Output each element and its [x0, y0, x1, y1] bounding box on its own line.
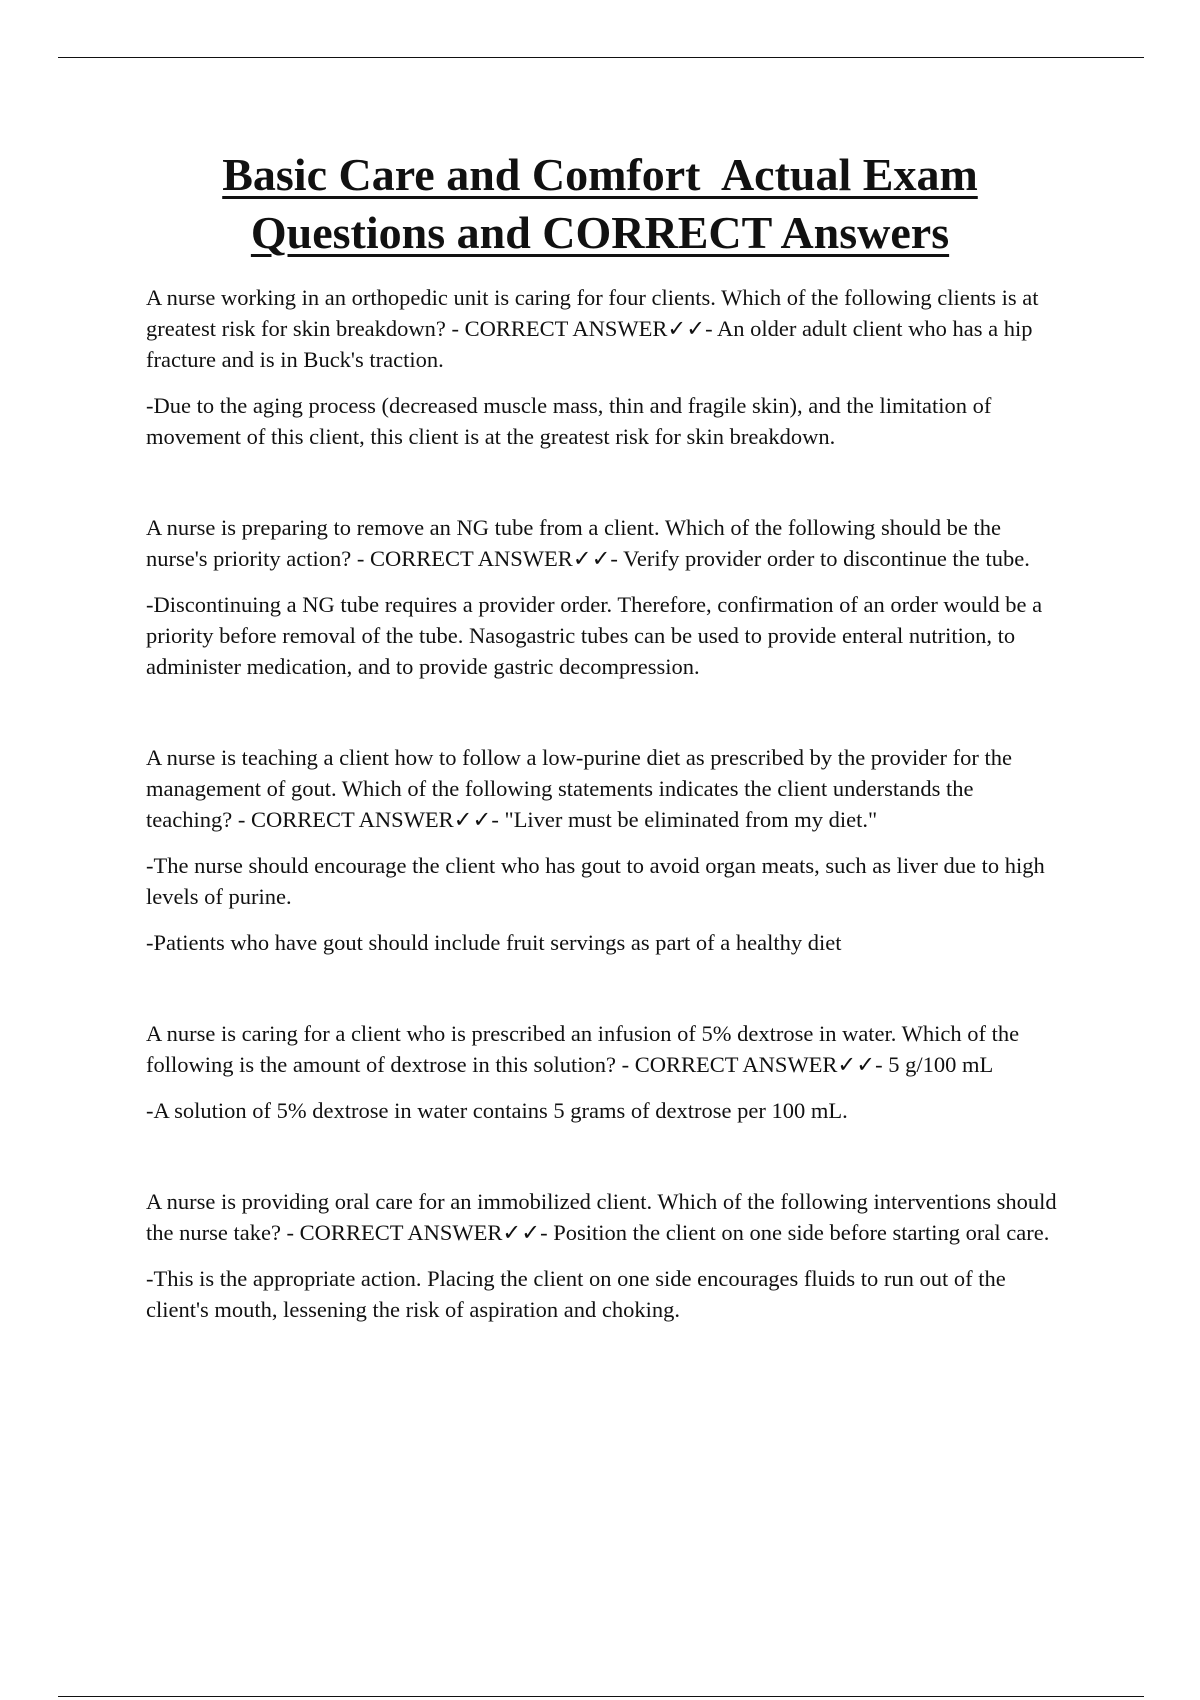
title-line-2: Questions and CORRECT Answers — [250, 207, 950, 258]
bottom-rule — [58, 1696, 1144, 1697]
question-text: A nurse is preparing to remove an NG tube from a client. Which of the following should be the nurse's priority action? - CORRECT ANSWER✓✓- Verify provider order to discontinue the tube. — [146, 515, 1030, 571]
question-text: A nurse working in an orthopedic unit is caring for four clients. Which of the following clients is at greatest risk for skin breakdown? - CORRECT ANSWER✓✓- An older adult client who has a hip fracture and is in Buck's traction. — [146, 285, 1039, 372]
rationale-text: -This is the appropriate action. Placing the client on one side encourages fluids to run out of the client's mouth, lessening the risk of aspiration and choking. — [146, 1266, 1006, 1322]
qa-item — [146, 742, 1064, 958]
question-text: A nurse is caring for a client who is prescribed an infusion of 5% dextrose in water. Which of the following is the amount of dextrose in this solution? - CORRECT ANSWER✓✓- 5 g/100 mL — [146, 1021, 1020, 1077]
qa-item — [146, 1018, 1064, 1126]
rationale-text: -The nurse should encourage the client who has gout to avoid organ meats, such as liver due to high levels of purine. — [146, 853, 1045, 909]
qa-item — [146, 282, 1064, 452]
document-title — [0, 146, 1200, 262]
question-text: A nurse is providing oral care for an immobilized client. Which of the following interventions should the nurse take? - CORRECT ANSWER✓✓- Position the client on one side before starting oral care. — [146, 1189, 1057, 1245]
rationale-text: -Discontinuing a NG tube requires a provider order. Therefore, confirmation of an order would be a priority before removal of the tube. Nasogastric tubes can be used to provide enteral nutrition, to administer medication, and to provide gastric decompression. — [146, 592, 1043, 679]
title-line-1: Basic Care and Comfort Actual Exam — [222, 149, 978, 200]
top-rule — [58, 57, 1144, 58]
document-body — [146, 282, 1064, 1385]
qa-item — [146, 512, 1064, 682]
rationale-text: -Patients who have gout should include fruit servings as part of a healthy diet — [146, 930, 842, 955]
rationale-text: -A solution of 5% dextrose in water contains 5 grams of dextrose per 100 mL. — [146, 1098, 848, 1123]
rationale-text: -Due to the aging process (decreased muscle mass, thin and fragile skin), and the limitation of movement of this client, this client is at the greatest risk for skin breakdown. — [146, 393, 992, 449]
question-text: A nurse is teaching a client how to follow a low-purine diet as prescribed by the provider for the management of gout. Which of the following statements indicates the client understands the teaching? - CORRECT ANSWER✓✓- "Liver must be eliminated from my diet." — [146, 745, 1012, 832]
qa-item — [146, 1186, 1064, 1325]
